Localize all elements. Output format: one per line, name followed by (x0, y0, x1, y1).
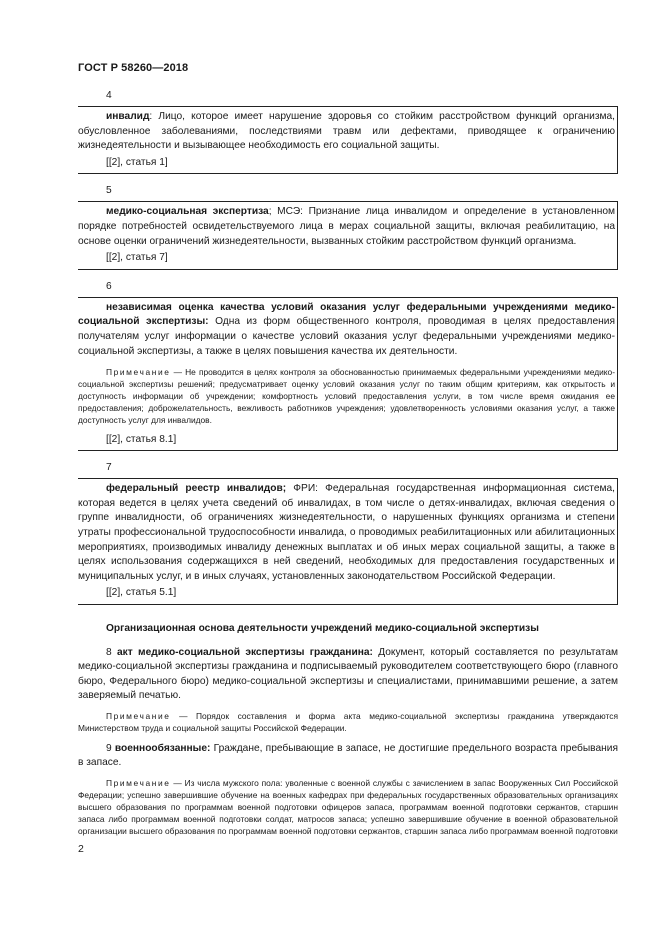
entry-box (78, 106, 618, 174)
definition-entry-4 (78, 88, 618, 174)
definition: Одна из форм общественного контроля, проводимая в целях предоставления получателям услуг информации о качестве условий оказания услуг федеральными учреждениями медико-социальной экспертизы, а также в целях повышения качества их деятельности. (78, 316, 615, 357)
source-reference: [[2], статья 1] (106, 156, 168, 168)
note-label: Примечание (106, 777, 171, 788)
definition-entry-5 (78, 183, 618, 269)
entry-number: 4 (106, 90, 112, 101)
note-label: Примечание (106, 367, 171, 378)
entry-number: 7 (106, 462, 112, 474)
definition-text (78, 482, 615, 584)
term: независимая оценка качества условий оказания услуг федеральными учреждениями медико-социальной экспертизы: (78, 301, 615, 328)
definition: ФРИ: Федеральная государственная информационная система, которая ведется в целях учета сведений об инвалидах, в том числе о детях-инвалидах, включая сведения о группе инвалидности, об ограничениях жизнедеятельности, о нарушенных функциях организма и степени утраты профессиональной трудоспособности инвалида, о проводимых реабилитационных или абилитационных мероприятиях, производимых инвалиду денежных выплатах и об иных мерах социальной защиты, а также в целях использования содержащихся в ней сведений, необходимых для предоставления государственных и муниципальных услуг, и в иных случаях, установленных законодательством Российской Федерации. (78, 483, 615, 582)
entry-box (78, 478, 618, 605)
note (78, 367, 615, 427)
note (78, 778, 618, 838)
source-reference: [[2], статья 7] (106, 252, 168, 264)
page-number: 2 (78, 843, 84, 855)
document-body (78, 88, 618, 844)
document-header: ГОСТ Р 58260—2018 (78, 62, 189, 74)
source-reference: [[2], статья 8.1] (106, 433, 177, 445)
entry-number: 6 (106, 280, 112, 292)
definition-text (78, 301, 615, 359)
definition-text (78, 110, 615, 154)
definition-number: 8 (106, 646, 112, 658)
definition-8 (78, 646, 618, 704)
term: инвалид (106, 111, 150, 122)
note-text: — Порядок составления и форма акта медико-социальной экспертизы гражданина утверждаются Министерством труда и социальной защиты Российской Федерации. (78, 710, 618, 733)
entry-box (78, 297, 618, 452)
definition: : Лицо, которое имеет нарушение здоровья со стойким расстройством функций организма, обусловленное заболеваниями, последствиями травм или дефектами, приводящее к ограничению жизнедеятельности и вызывающее необходимость его социальной защиты. (78, 111, 615, 152)
note (78, 711, 618, 735)
entry-box (78, 201, 618, 269)
definition: ; МСЭ: Признание лица инвалидом и определение в установленном порядке потребностей освидетельствуемого лица в мерах социальной защиты, включая реабилитацию, на основе оценки ограничений жизнедеятельности, вызванных стойким расстройством функций организма. (78, 206, 615, 247)
definition-entry-6 (78, 279, 618, 452)
definition-entry-7 (78, 460, 618, 605)
note-text: — Не проводится в целях контроля за обоснованностью принимаемых федеральными учреждениями медико-социальной экспертизы решений; предусматривает оценку условий оказания услуг по таким общим критериям, как открытость и доступность информации об учреждении; комфортность условий предоставления услуги, в том числе время ожидания ее предоставления; доброжелательность, вежливость работников учреждения; удовлетворенность условиями оказания услуг, а также доступность услуг для инвалидов. (78, 367, 615, 425)
term: акт медико-социальной экспертизы гражданина: (116, 646, 373, 658)
note-label: Примечание (106, 710, 171, 721)
definition-9 (78, 742, 618, 771)
term: федеральный реестр инвалидов; (106, 483, 287, 495)
definition: Документ, который составляется по результатам медико-социальной экспертизы гражданина и подписываемый руководителем соответствующего бюро (главного бюро, Федерального бюро) медико-социальной экспертизы и специалистами, принимавшими решение, а затем заверяемый печатью. (78, 646, 618, 702)
term: медико-социальная экспертиза (106, 206, 269, 218)
source-reference: [[2], статья 5.1] (106, 587, 177, 599)
definition-number: 9 (106, 742, 112, 754)
definition-text (78, 205, 615, 249)
definition: Граждане, пребывающие в запасе, не достигшие предельного возраста пребывания в запасе. (78, 742, 618, 769)
note-text: — Из числа мужского пола: уволенные с военной службы с зачислением в запас Вооруженных Сил Российской Федерации; успешно завершившие обучение на военных кафедрах при федеральных государственных образовательных организациях высшего образования по программам военной подготовки офицеров запаса, программам военной подготовки сержантов, старшин запаса либо программам военной подготовки солдат, матросов запаса; успешно завершившие обучение в военной образовательной организации высшего образования по программам военной подготовки сержантов, старшин запаса либо программам военной подготовки (78, 777, 618, 836)
term: военнообязанные: (114, 742, 211, 754)
entry-number: 5 (106, 185, 112, 197)
section-title: Организационная основа деятельности учреждений медико-социальной экспертизы (106, 623, 539, 634)
